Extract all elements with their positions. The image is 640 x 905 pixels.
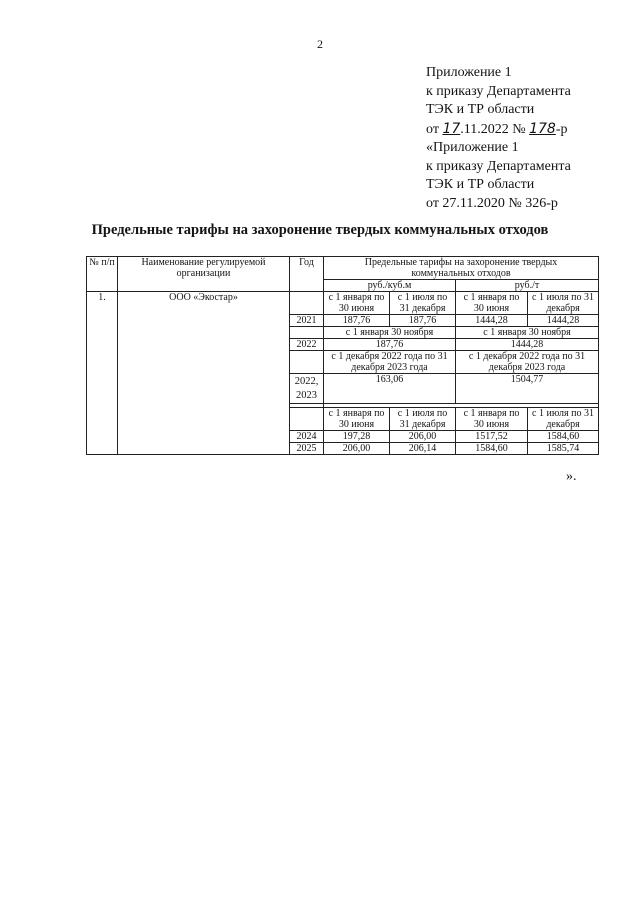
appendix-line-8: от 27.11.2020 № 326-р: [426, 195, 558, 211]
value-2024-t-h1: 1517,52: [456, 431, 528, 443]
period-t-jul-dec-2: с 1 июля по 31 декабря: [528, 408, 599, 431]
period-t-dec2022-dec2023: с 1 декабря 2022 года по 31 декабря 2023 года: [456, 351, 599, 374]
value-2025-t-h2: 1585,74: [528, 443, 599, 455]
period-m3-jan-jun-2: с 1 января по 30 июня: [324, 408, 390, 431]
year-cell-empty: [290, 292, 324, 315]
value-2021-t-h2: 1444,28: [528, 315, 599, 327]
row-number: 1.: [87, 292, 118, 455]
period-t-jan-jun: с 1 января по 30 июня: [456, 292, 528, 315]
period-m3-dec2022-dec2023: с 1 декабря 2022 года по 31 декабря 2023 года: [324, 351, 456, 374]
year-2022-2023: 2022, 2023: [290, 374, 324, 404]
appendix-line-4: [426, 120, 571, 140]
value-2025-m3-h1: 206,00: [324, 443, 390, 455]
header-unit-t: руб./т: [456, 280, 599, 292]
header-unit-m3: руб./куб.м: [324, 280, 456, 292]
document-title: Предельные тарифы на захоронение твердых коммунальных отходов: [91, 222, 549, 238]
period-t-jan-jun-2: с 1 января по 30 июня: [456, 408, 528, 431]
appendix-line-2: к приказу Департамента: [426, 83, 571, 99]
appendix-line-6: к приказу Департамента: [426, 158, 571, 174]
appendix-line-1: Приложение 1: [426, 65, 512, 80]
appendix-date-prefix: от: [426, 121, 439, 137]
period-m3-jan-jun: с 1 января по 30 июня: [324, 292, 390, 315]
header-year: Год: [290, 257, 324, 292]
value-2024-m3-h2: 206,00: [390, 431, 456, 443]
handwritten-order-number: 178: [529, 120, 556, 137]
period-m3-jul-dec-2: с 1 июля по 31 декабря: [390, 408, 456, 431]
value-2025-m3-h2: 206,14: [390, 443, 456, 455]
year-2022: 2022: [290, 339, 324, 351]
period-t-jul-dec: с 1 июля по 31 декабря: [528, 292, 599, 315]
appendix-line-5: «Приложение 1: [426, 140, 519, 155]
value-2024-t-h2: 1584,60: [528, 431, 599, 443]
header-tariffs: Предельные тарифы на захоронение твердых коммунальных отходов: [324, 257, 599, 280]
value-2022-2023-t: 1504,77: [456, 374, 599, 404]
year-2024: 2024: [290, 431, 324, 443]
period-m3-jul-dec: с 1 июля по 31 декабря: [390, 292, 456, 315]
value-2024-m3-h1: 197,28: [324, 431, 390, 443]
value-2025-t-h1: 1584,60: [456, 443, 528, 455]
value-2021-m3-h2: 187,76: [390, 315, 456, 327]
appendix-header: [426, 64, 571, 213]
value-2022-2023-m3: 163,06: [324, 374, 456, 404]
value-2021-m3-h1: 187,76: [324, 315, 390, 327]
page-number: 2: [317, 37, 323, 51]
year-2021: 2021: [290, 315, 324, 327]
appendix-order-suffix: -р: [555, 121, 568, 137]
header-org: Наименование регулируемой организации: [118, 257, 290, 292]
period-t-jan-nov: с 1 января 30 ноября: [456, 327, 599, 339]
year-cell-empty: [290, 408, 324, 431]
handwritten-day: 17: [442, 120, 461, 137]
value-2022-m3: 187,76: [324, 339, 456, 351]
organization-name: ООО «Экостар»: [118, 292, 290, 455]
value-2022-t: 1444,28: [456, 339, 599, 351]
period-m3-jan-nov: с 1 января 30 ноября: [324, 327, 456, 339]
year-cell-empty: [290, 351, 324, 374]
appendix-line-7: ТЭК и ТР области: [426, 177, 535, 192]
appendix-date-mid: .11.2022 №: [460, 121, 526, 137]
appendix-line-3: ТЭК и ТР области: [426, 102, 535, 117]
header-num: № п/п: [87, 257, 118, 292]
year-2025: 2025: [290, 443, 324, 455]
closing-quote: ».: [566, 469, 577, 484]
tariffs-table: [86, 256, 599, 455]
year-cell-empty: [290, 327, 324, 339]
value-2021-t-h1: 1444,28: [456, 315, 528, 327]
